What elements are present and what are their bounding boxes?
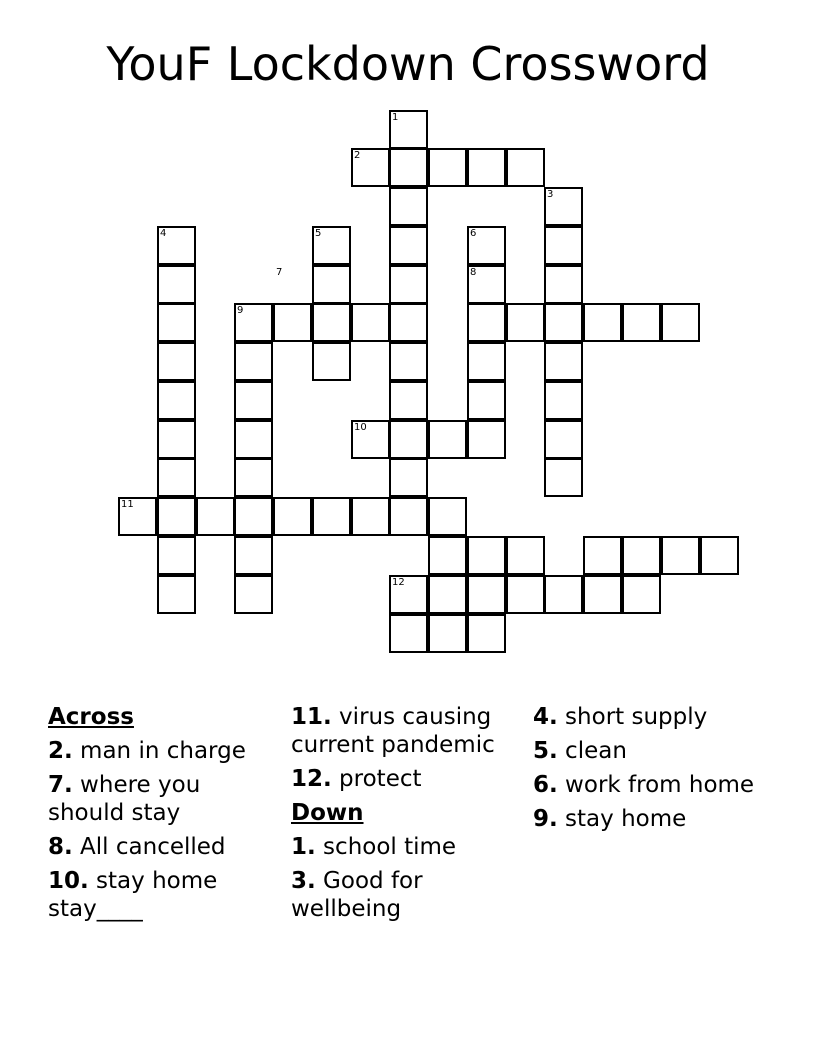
crossword-cell[interactable] [389, 226, 428, 265]
crossword-cell[interactable] [312, 265, 351, 304]
crossword-cell[interactable] [428, 148, 467, 187]
crossword-cell[interactable] [234, 536, 273, 575]
crossword-cell[interactable] [389, 187, 428, 226]
clue-list [0, 703, 816, 1003]
clue-text: protect [331, 766, 422, 792]
crossword-cell[interactable] [467, 303, 506, 342]
crossword-cell[interactable] [583, 575, 622, 614]
clue-text: stay home [557, 806, 687, 832]
clue-number: 10. [48, 868, 89, 894]
crossword-cell[interactable] [389, 381, 428, 420]
crossword-cell[interactable] [544, 342, 583, 381]
clue-number-label: 7 [276, 267, 283, 278]
clue-text: short supply [557, 704, 708, 730]
clue-item [48, 771, 276, 827]
crossword-cell[interactable] [234, 458, 273, 497]
clue-number-label: 11 [121, 499, 134, 510]
crossword-cell[interactable] [234, 420, 273, 459]
crossword-cell[interactable] [700, 536, 739, 575]
clue-heading: Down [291, 800, 364, 826]
crossword-cell[interactable] [622, 575, 661, 614]
clue-number: 4. [533, 704, 558, 730]
crossword-cell[interactable] [506, 303, 545, 342]
crossword-cell[interactable] [389, 148, 428, 187]
crossword-cell[interactable] [351, 497, 390, 536]
crossword-cell[interactable] [157, 536, 196, 575]
crossword-cell[interactable] [622, 536, 661, 575]
crossword-cell[interactable] [157, 458, 196, 497]
clue-number: 6. [533, 772, 558, 798]
crossword-cell[interactable] [389, 614, 428, 653]
crossword-cell[interactable] [467, 148, 506, 187]
crossword-cell[interactable] [389, 458, 428, 497]
crossword-cell[interactable] [544, 420, 583, 459]
crossword-cell[interactable] [312, 303, 351, 342]
clue-number-label: 6 [470, 228, 477, 239]
crossword-cell[interactable] [389, 420, 428, 459]
clue-item [291, 833, 523, 861]
clue-number: 3. [291, 868, 316, 894]
clue-item [48, 867, 276, 923]
clue-number-label: 5 [315, 228, 322, 239]
crossword-cell[interactable] [428, 575, 467, 614]
clue-number-label: 2 [354, 150, 361, 161]
clue-text: stay home stay____ [48, 868, 218, 922]
crossword-cell[interactable] [661, 303, 700, 342]
crossword-cell[interactable] [467, 342, 506, 381]
clue-item [48, 737, 276, 765]
page-title: YouF Lockdown Crossword [106, 37, 710, 91]
clue-item [291, 765, 523, 793]
clue-number-label: 1 [392, 112, 399, 123]
clue-number: 1. [291, 834, 316, 860]
clue-number: 2. [48, 738, 73, 764]
crossword-cell[interactable] [506, 148, 545, 187]
clue-item [291, 867, 523, 923]
clue-column-2 [291, 703, 523, 929]
crossword-cell[interactable] [467, 381, 506, 420]
crossword-cell[interactable] [273, 303, 312, 342]
crossword-cell[interactable] [467, 420, 506, 459]
crossword-cell[interactable] [157, 303, 196, 342]
crossword-cell[interactable] [351, 303, 390, 342]
clue-number-label: 8 [470, 267, 477, 278]
crossword-cell[interactable] [389, 265, 428, 304]
crossword-cell[interactable] [428, 614, 467, 653]
clue-number: 12. [291, 766, 332, 792]
crossword-cell[interactable] [544, 381, 583, 420]
crossword-cell[interactable] [312, 497, 351, 536]
clue-heading: Across [48, 704, 134, 730]
clue-number: 5. [533, 738, 558, 764]
crossword-cell[interactable] [622, 303, 661, 342]
crossword-cell[interactable] [544, 303, 583, 342]
clue-number: 11. [291, 704, 332, 730]
crossword-cell[interactable] [544, 575, 583, 614]
crossword-cell[interactable] [389, 303, 428, 342]
clue-item [533, 737, 773, 765]
clue-item [291, 703, 523, 759]
crossword-cell[interactable] [157, 342, 196, 381]
clue-text: All cancelled [72, 834, 226, 860]
crossword-cell[interactable] [583, 303, 622, 342]
clue-number-label: 12 [392, 577, 405, 588]
clue-text: Good for wellbeing [291, 868, 423, 922]
crossword-cell[interactable] [157, 420, 196, 459]
clue-text: work from home [557, 772, 755, 798]
crossword-cell[interactable] [428, 497, 467, 536]
crossword-cell[interactable] [467, 575, 506, 614]
crossword-cell[interactable] [467, 614, 506, 653]
clue-number-label: 10 [354, 422, 367, 433]
crossword-cell[interactable] [157, 575, 196, 614]
crossword-cell[interactable] [389, 342, 428, 381]
crossword-cell[interactable] [661, 536, 700, 575]
crossword-cell[interactable] [273, 497, 312, 536]
clue-text: where you should stay [48, 772, 201, 826]
clue-number: 8. [48, 834, 73, 860]
crossword-cell[interactable] [312, 342, 351, 381]
clue-number-label: 3 [547, 189, 554, 200]
crossword-cell[interactable] [234, 497, 273, 536]
crossword-cell[interactable] [544, 226, 583, 265]
clue-number: 7. [48, 772, 73, 798]
clue-text: school time [315, 834, 457, 860]
crossword-cell[interactable] [544, 458, 583, 497]
clue-column-1 [48, 703, 276, 929]
clue-text: man in charge [72, 738, 246, 764]
crossword-cell[interactable] [389, 497, 428, 536]
crossword-cell[interactable] [157, 381, 196, 420]
crossword-cell[interactable] [544, 265, 583, 304]
clue-number: 9. [533, 806, 558, 832]
crossword-cell[interactable] [234, 575, 273, 614]
crossword-cell[interactable] [196, 497, 235, 536]
clue-number-label: 9 [237, 305, 244, 316]
crossword-cell[interactable] [467, 536, 506, 575]
crossword-cell[interactable] [583, 536, 622, 575]
clue-text: virus causing current pandemic [291, 704, 495, 758]
crossword-cell[interactable] [428, 420, 467, 459]
clue-text: clean [557, 738, 627, 764]
crossword-cell[interactable] [157, 265, 196, 304]
clue-item [533, 703, 773, 731]
crossword-cell[interactable] [234, 342, 273, 381]
crossword-cell[interactable] [506, 536, 545, 575]
crossword-cell[interactable] [157, 497, 196, 536]
clue-column-3 [533, 703, 773, 839]
clue-item [533, 805, 773, 833]
crossword-cell[interactable] [234, 381, 273, 420]
clue-number-label: 4 [160, 228, 167, 239]
clue-item [48, 833, 276, 861]
crossword-cell[interactable] [428, 536, 467, 575]
clue-item [533, 771, 773, 799]
crossword-cell[interactable] [506, 575, 545, 614]
